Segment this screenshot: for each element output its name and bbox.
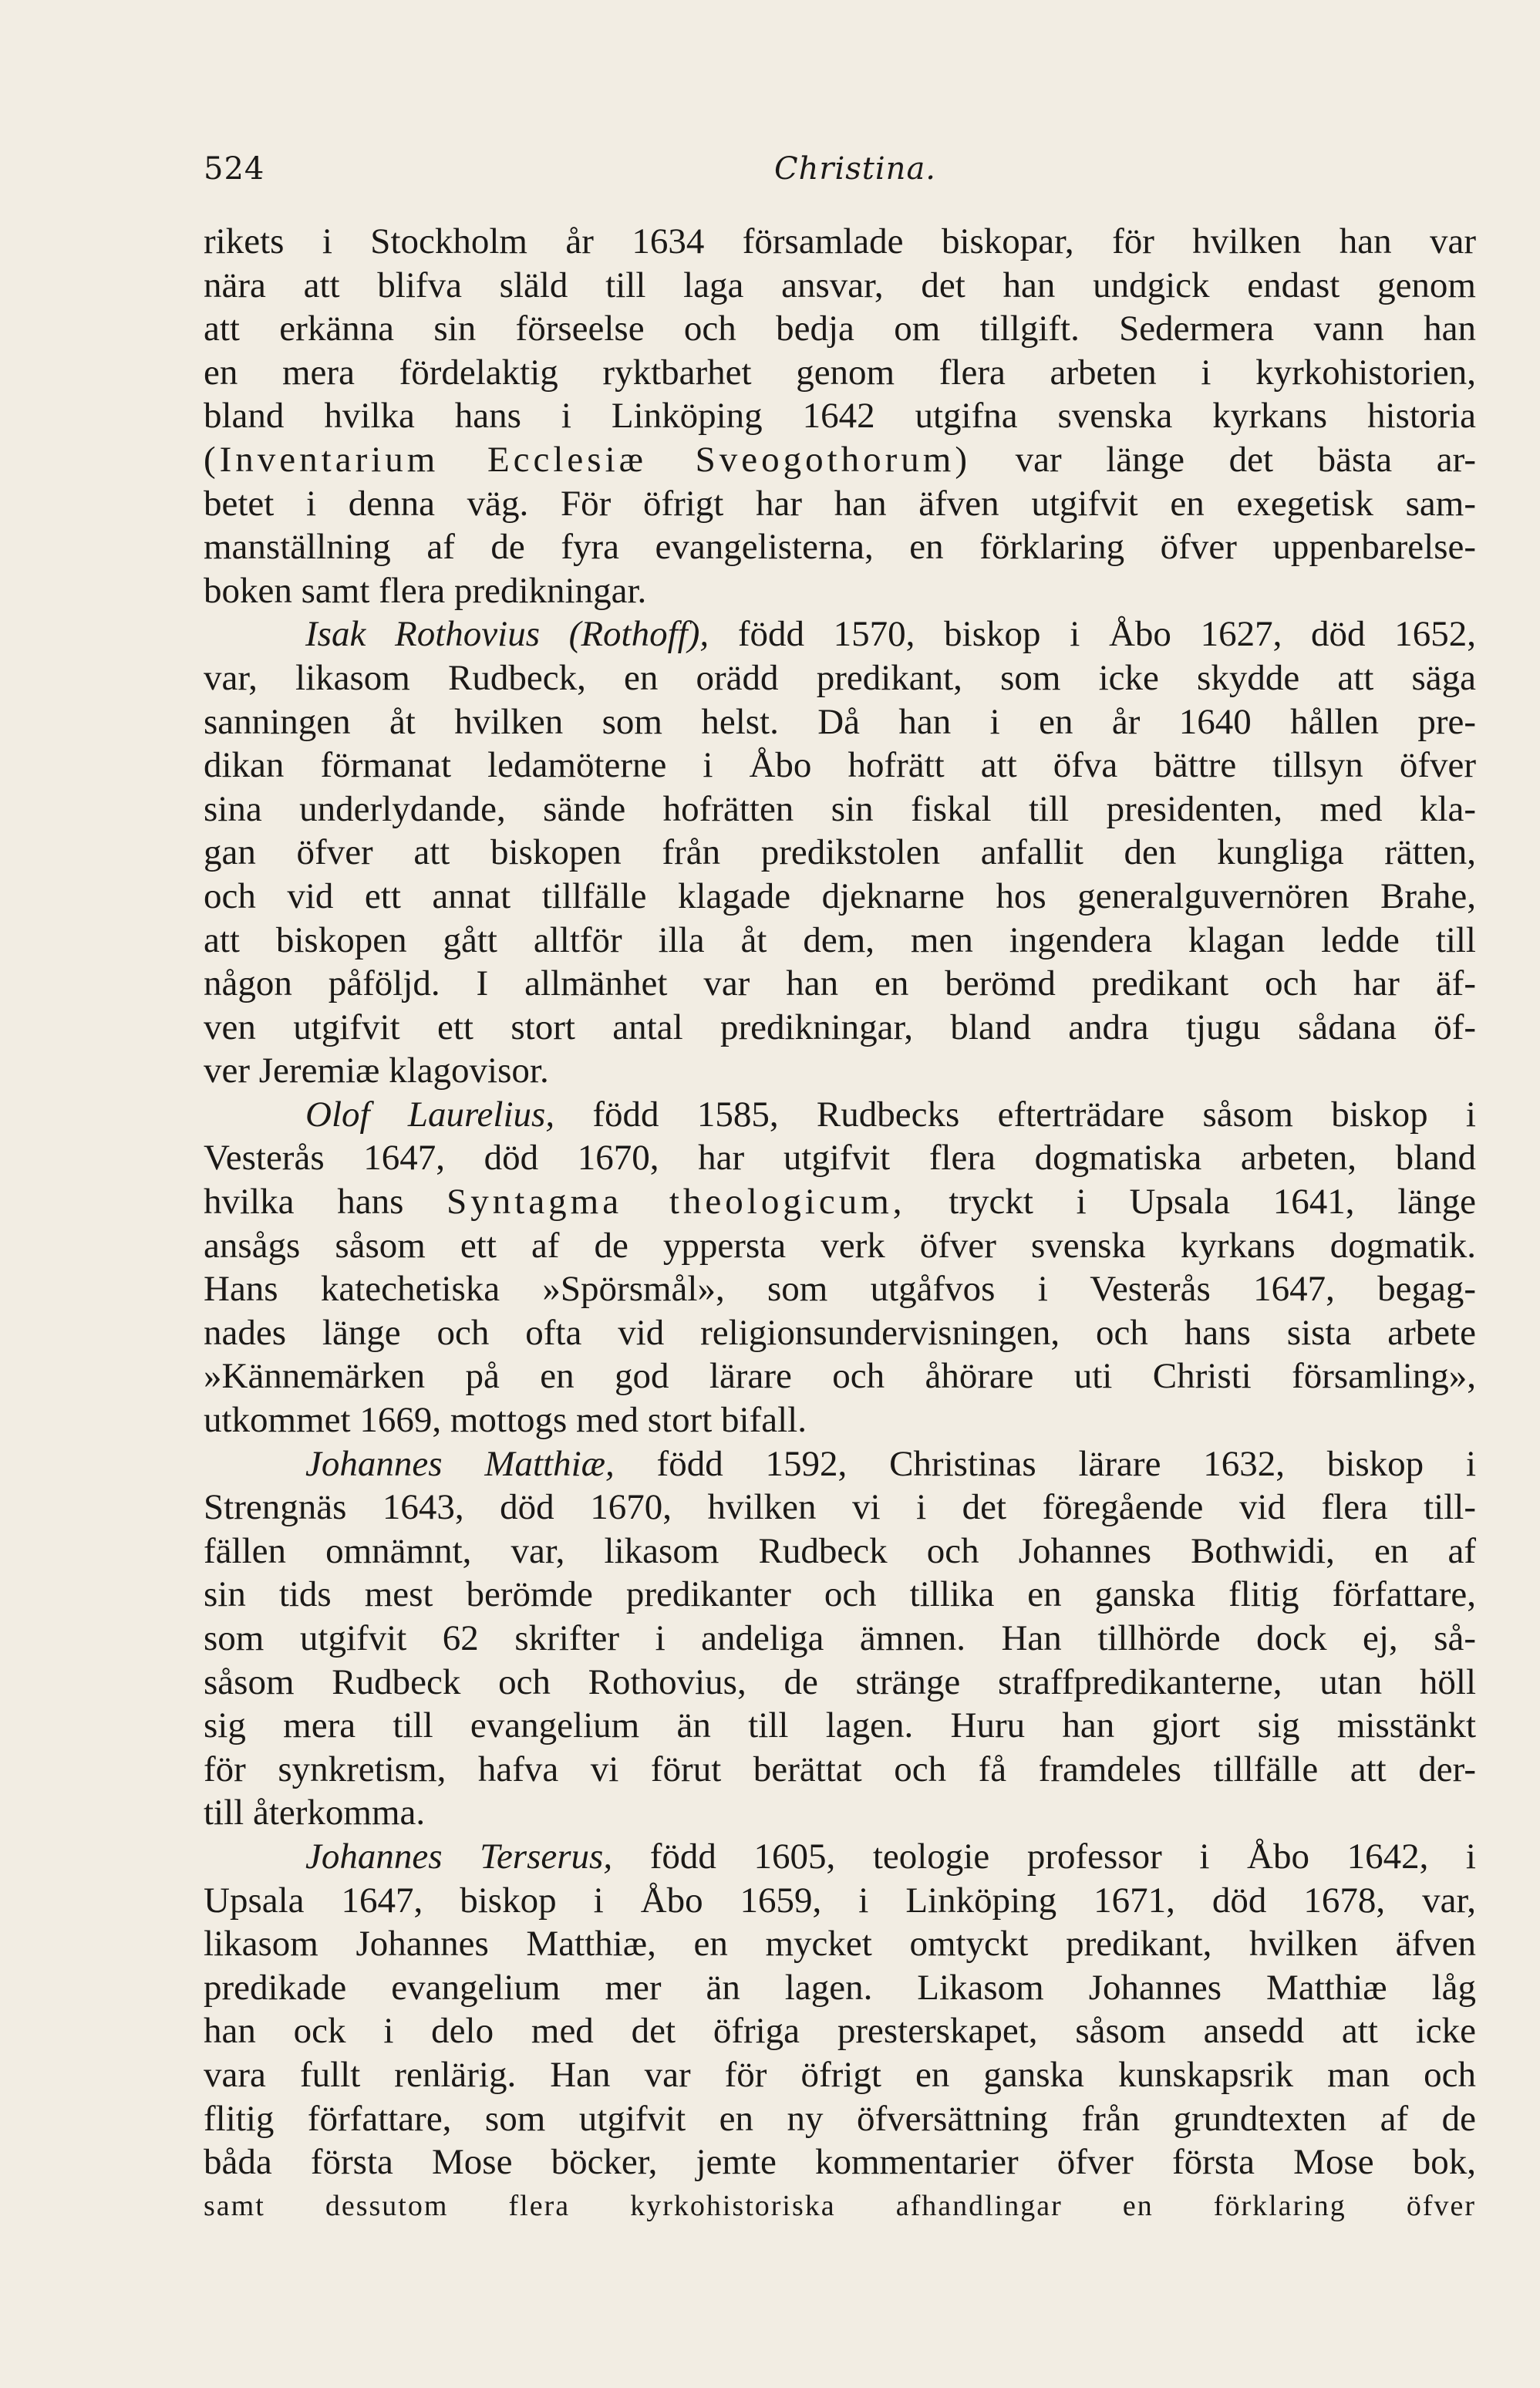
running-head: Christina. xyxy=(774,151,936,187)
person-name: Isak Rothovius (Rothoff), xyxy=(305,614,709,655)
text-line: var, likasom Rudbeck, en orädd predikant, som icke skydde att säga xyxy=(204,657,1476,698)
text-line: ansågs såsom ett af de yppersta verk öfver svenska kyrkans dogmatik. xyxy=(204,1225,1476,1266)
text-line: till återkomma. xyxy=(204,1793,426,1833)
text-line: likasom Johannes Matthiæ, en mycket omtyckt predikant, hvilken äfven xyxy=(204,1924,1476,1965)
text-line: Isak Rothovius (Rothoff), född 1570, biskop i Åbo 1627, död 1652, xyxy=(305,614,1476,655)
text-line: Olof Laurelius, född 1585, Rudbecks efterträdare såsom biskop i xyxy=(305,1094,1476,1135)
work-title: (Inventarium Ecclesiæ Sveogothorum) xyxy=(204,439,972,480)
text-line: sina underlydande, sände hofrätten sin fiskal till presidenten, med kla- xyxy=(204,788,1476,829)
text-line: rikets i Stockholm år 1634 församlade biskopar, för hvilken han var xyxy=(204,221,1476,261)
text-line: gan öfver att biskopen från predikstolen anfallit den kungliga rätten, xyxy=(204,832,1476,873)
text-line: som utgifvit 62 skrifter i andeliga ämnen. Han tillhörde dock ej, så- xyxy=(204,1618,1476,1658)
text-line: Johannes Terserus, född 1605, teologie professor i Åbo 1642, i xyxy=(305,1836,1476,1877)
text-line: bland hvilka hans i Linköping 1642 utgifna svenska kyrkans historia xyxy=(204,396,1476,437)
text-line: betet i denna väg. För öfrigt har han äfven utgifvit en exegetisk sam- xyxy=(204,483,1476,524)
text-line: dikan förmanat ledamöterne i Åbo hofrätt att öfva bättre tillsyn öfver xyxy=(204,745,1476,786)
text-line: Strengnäs 1643, död 1670, hvilken vi i det föregående vid flera till- xyxy=(204,1487,1476,1528)
text-line: båda första Mose böcker, jemte kommentarier öfver första Mose bok, xyxy=(204,2142,1476,2183)
text-line: för synkretism, hafva vi förut berättat och få framdeles tillfälle att der- xyxy=(204,1749,1476,1789)
page-header xyxy=(204,151,1476,197)
text-line: Hans katechetiska »Spörsmål», som utgåfvos i Vesterås 1647, begag- xyxy=(204,1269,1476,1310)
text-line: och vid ett annat tillfälle klagade djeknarne hos generalguvernören Brahe, xyxy=(204,875,1476,916)
text-line: Johannes Matthiæ, född 1592, Christinas lärare 1632, biskop i xyxy=(305,1443,1477,1484)
text-line: ven utgifvit ett stort antal predikningar, bland andra tjugu sådana öf- xyxy=(204,1007,1476,1047)
text-line: att erkänna sin förseelse och bedja om tillgift. Sedermera vann han xyxy=(204,309,1476,349)
text-line: såsom Rudbeck och Rothovius, de stränge straffpredikanterne, utan höll xyxy=(204,1661,1476,1702)
text-line: vara fullt renlärig. Han var för öfrigt en ganska kunskapsrik man och xyxy=(204,2054,1476,2095)
text-line: sanningen åt hvilken som helst. Då han i en år 1640 hållen pre- xyxy=(204,701,1476,742)
text-line: samt dessutom flera kyrkohistoriska afhandlingar en förklaring öfver xyxy=(204,2189,1476,2222)
text-line: någon påföljd. I allmänhet var han en berömd predikant och har äf- xyxy=(204,963,1476,1004)
work-title: Syntagma theologicum, xyxy=(446,1182,906,1223)
page-number: 524 xyxy=(204,151,265,187)
body-text xyxy=(204,220,1476,2228)
text-line: att biskopen gått alltför illa åt dem, men ingendera klagan ledde till xyxy=(204,919,1476,960)
text-line: (Inventarium Ecclesiæ Sveogothorum) var länge det bästa ar- xyxy=(204,439,1476,480)
text-line: utkommet 1669, mottogs med stort bifall. xyxy=(204,1400,807,1441)
text-line: ver Jeremiæ klagovisor. xyxy=(204,1051,549,1091)
text-line: manställning af de fyra evangelisterna, en förklaring öfver uppenbarelse- xyxy=(204,527,1476,568)
text-line: hvilka hans Syntagma theologicum, tryckt i Upsala 1641, länge xyxy=(204,1182,1477,1223)
text-line: nära att blifva släld till laga ansvar, det han undgick endast genom xyxy=(204,265,1476,305)
text-line: flitig författare, som utgifvit en ny öfversättning från grundtexten af de xyxy=(204,2098,1476,2139)
text-line: sin tids mest berömde predikanter och tillika en ganska flitig författare, xyxy=(204,1574,1476,1615)
text-line: Vesterås 1647, död 1670, har utgifvit flera dogmatiska arbeten, bland xyxy=(204,1138,1476,1179)
text-line: sig mera till evangelium än till lagen. Huru han gjort sig misstänkt xyxy=(204,1705,1476,1746)
text-line: en mera fördelaktig ryktbarhet genom flera arbeten i kyrkohistorien, xyxy=(204,352,1476,393)
text-line: predikade evangelium mer än lagen. Likasom Johannes Matthiæ låg xyxy=(204,1967,1476,2008)
person-name: Johannes Terserus, xyxy=(305,1836,613,1877)
text-line: fällen omnämnt, var, likasom Rudbeck och Johannes Bothwidi, en af xyxy=(204,1530,1476,1571)
person-name: Olof Laurelius, xyxy=(305,1094,555,1135)
text-line: boken samt flera predikningar. xyxy=(204,570,647,611)
text-line: han ock i delo med det öfriga presterskapet, såsom ansedd att icke xyxy=(204,2011,1476,2052)
text-line: nades länge och ofta vid religionsundervisningen, och hans sista arbete xyxy=(204,1312,1476,1353)
person-name: Johannes Matthiæ, xyxy=(305,1443,615,1484)
text-line: »Kännemärken på en god lärare och åhörare uti Christi församling», xyxy=(204,1356,1476,1397)
text-line: Upsala 1647, biskop i Åbo 1659, i Linköping 1671, död 1678, var, xyxy=(204,1880,1476,1921)
